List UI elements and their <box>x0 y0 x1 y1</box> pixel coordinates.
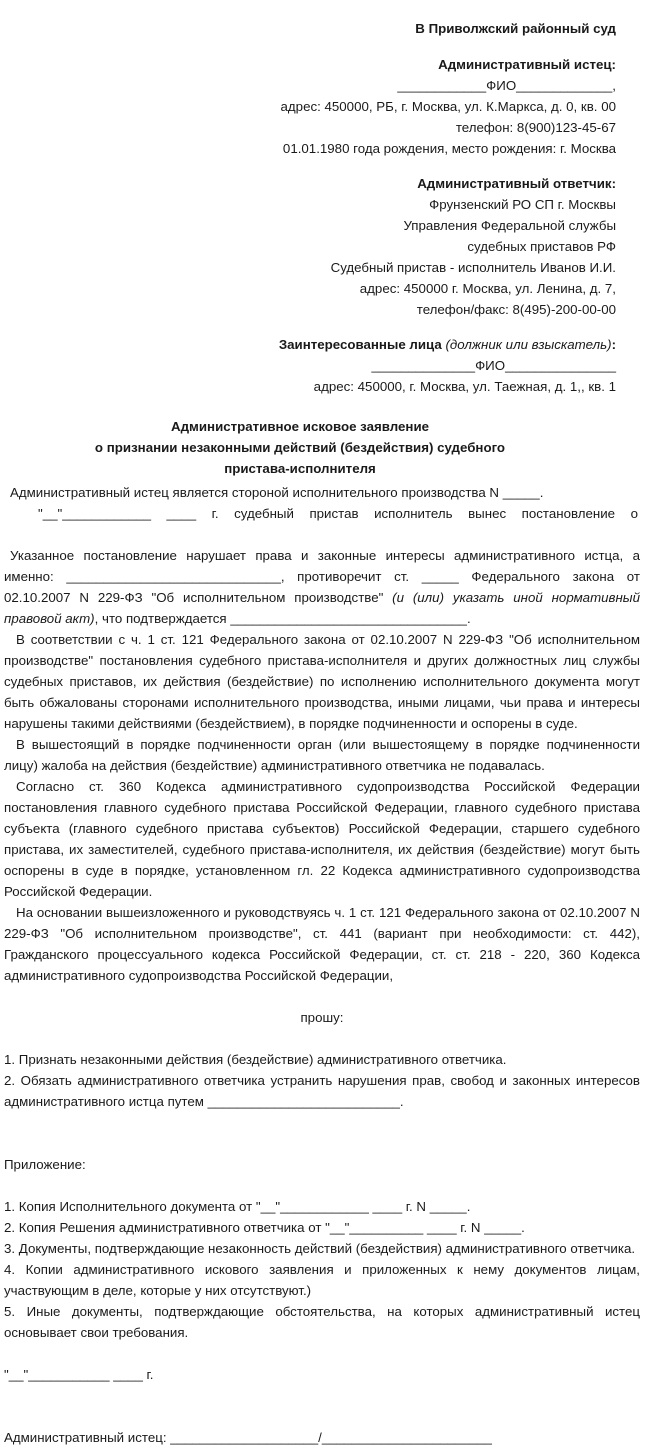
plaintiff-phone: телефон: 8(900)123-45-67 <box>455 120 616 135</box>
para2 <box>4 545 640 629</box>
plaintiff-address: адрес: 450000, РБ, г. Москва, ул. К.Маркса, д. 0, кв. 00 <box>280 99 616 114</box>
plaintiff-name-line: ____________ФИО_____________, <box>397 78 616 93</box>
header-block <box>16 18 616 397</box>
para2-text: Указанное постановление нарушает права и законные интересы административного истца, а именно: _____________________________, противоречит ст. _____ Федерального закона от 02.10.2007 N 229-ФЗ "Об исполнительном производстве" <box>4 548 640 605</box>
defendant-line: Управления Федеральной службы <box>403 218 616 233</box>
interested-note: (должник или взыскатель) <box>445 337 612 352</box>
interested-name-line: ______________ФИО_______________ <box>371 358 616 373</box>
para2-tail: , что подтверждается ________________________________. <box>94 611 471 626</box>
appendix-item: 2. Копия Решения административного ответчика от "__"__________ ____ г. N _____. <box>4 1220 525 1235</box>
para4: В вышестоящий в порядке подчиненности орган (или вышестоящему в порядке подчиненности лицу) жалоба на действия (бездействие) административного ответчика не подавалась. <box>4 737 640 773</box>
date-line: "__"___________ ____ г. <box>4 1367 154 1382</box>
para3: В соответствии с ч. 1 ст. 121 Федерального закона от 02.10.2007 N 229-ФЗ "Об исполнительном производстве" постановления судебного пристава-исполнителя и других должностных лиц службы судебных приставов, их действия (бездействие) по исполнению исполнительного документа могут быть обжалованы сторонами исполнительного производства, иными лицами, чьи права и интересы нарушены такими действиями (бездействием), в порядке подчиненности и оспорены в суде. <box>4 632 640 731</box>
title-line: пристава-исполнителя <box>224 461 376 476</box>
para2-italic: (и (или) указать иной нормативный правовой акт) <box>4 590 640 626</box>
defendant-line: Фрунзенский РО СП г. Москвы <box>429 197 616 212</box>
signature-line: Административный истец: ____________________/_______________________ <box>4 1430 492 1445</box>
court-name: В Приволжский районный суд <box>415 21 616 36</box>
request-item: 2. Обязать административного ответчика устранить нарушения прав, свобод и законных интересов административного истца путем __________________________. <box>4 1073 640 1109</box>
para6: На основании вышеизложенного и руководствуясь ч. 1 ст. 121 Федерального закона от 02.10.2007 N 229-ФЗ "Об исполнительном производстве", ст. 441 (вариант при необходимости: ст. 442), Гражданского процессуального кодекса Российской Федерации, ст. ст. 218 - 220, 360 Кодекса административного судопроизводства Российской Федерации, <box>4 905 640 983</box>
title-line: Административное исковое заявление <box>170 419 430 434</box>
document-title <box>0 416 600 479</box>
appendix-heading: Приложение: <box>4 1157 86 1172</box>
para5: Согласно ст. 360 Кодекса административного судопроизводства Российской Федерации постановления главного судебного пристава Российской Федерации, главного судебного пристава субъекта (главного судебного пристава субъектов) Российской Федерации, старшего судебного пристава, их заместителей, судебного пристава-исполнителя, их действия (бездействие) могут быть оспорены в суде в порядке, установленном гл. 22 Кодекса административного судопроизводства Российской Федерации. <box>4 779 640 899</box>
interested-colon: : <box>611 337 616 352</box>
appendix-item: 3. Документы, подтверждающие незаконность действий (бездействия) административного ответчика. <box>4 1241 636 1256</box>
interested-heading-line <box>16 334 616 355</box>
interested-address: адрес: 450000, г. Москва, ул. Таежная, д. 1,, кв. 1 <box>313 379 616 394</box>
defendant-heading: Административный ответчик: <box>417 176 616 191</box>
defendant-line: судебных приставов РФ <box>467 239 616 254</box>
defendant-line: телефон/факс: 8(495)-200-00-00 <box>416 302 616 317</box>
para1-line1: Административный истец является стороной исполнительного производства N _____. <box>10 485 544 500</box>
plaintiff-birth: 01.01.1980 года рождения, место рождения: г. Москва <box>282 141 616 156</box>
interested-heading: Заинтересованные лица <box>278 337 442 352</box>
request-word: прошу: <box>300 1010 344 1025</box>
document-body <box>4 482 640 1448</box>
plaintiff-heading: Административный истец: <box>438 57 616 72</box>
defendant-line: адрес: 450000 г. Москва, ул. Ленина, д. 7, <box>359 281 616 296</box>
appendix-item: 1. Копия Исполнительного документа от "__"____________ ____ г. N _____. <box>4 1199 471 1214</box>
appendix-item: 5. Иные документы, подтверждающие обстоятельства, на которых административный истец основывает свои требования. <box>4 1304 640 1340</box>
defendant-line: Судебный пристав - исполнитель Иванов И.И. <box>330 260 616 275</box>
appendix-item: 4. Копии административного искового заявления и приложенных к нему документов лицам, участвующим в деле, которые у них отсутствуют.) <box>4 1262 640 1298</box>
request-item: 1. Признать незаконными действия (бездействие) административного ответчика. <box>4 1052 507 1067</box>
title-line: о признании незаконными действий (бездействия) судебного <box>94 440 506 455</box>
para1-line2: "__"____________ ____ г. судебный пристав исполнитель вынес постановление о <box>38 506 638 521</box>
